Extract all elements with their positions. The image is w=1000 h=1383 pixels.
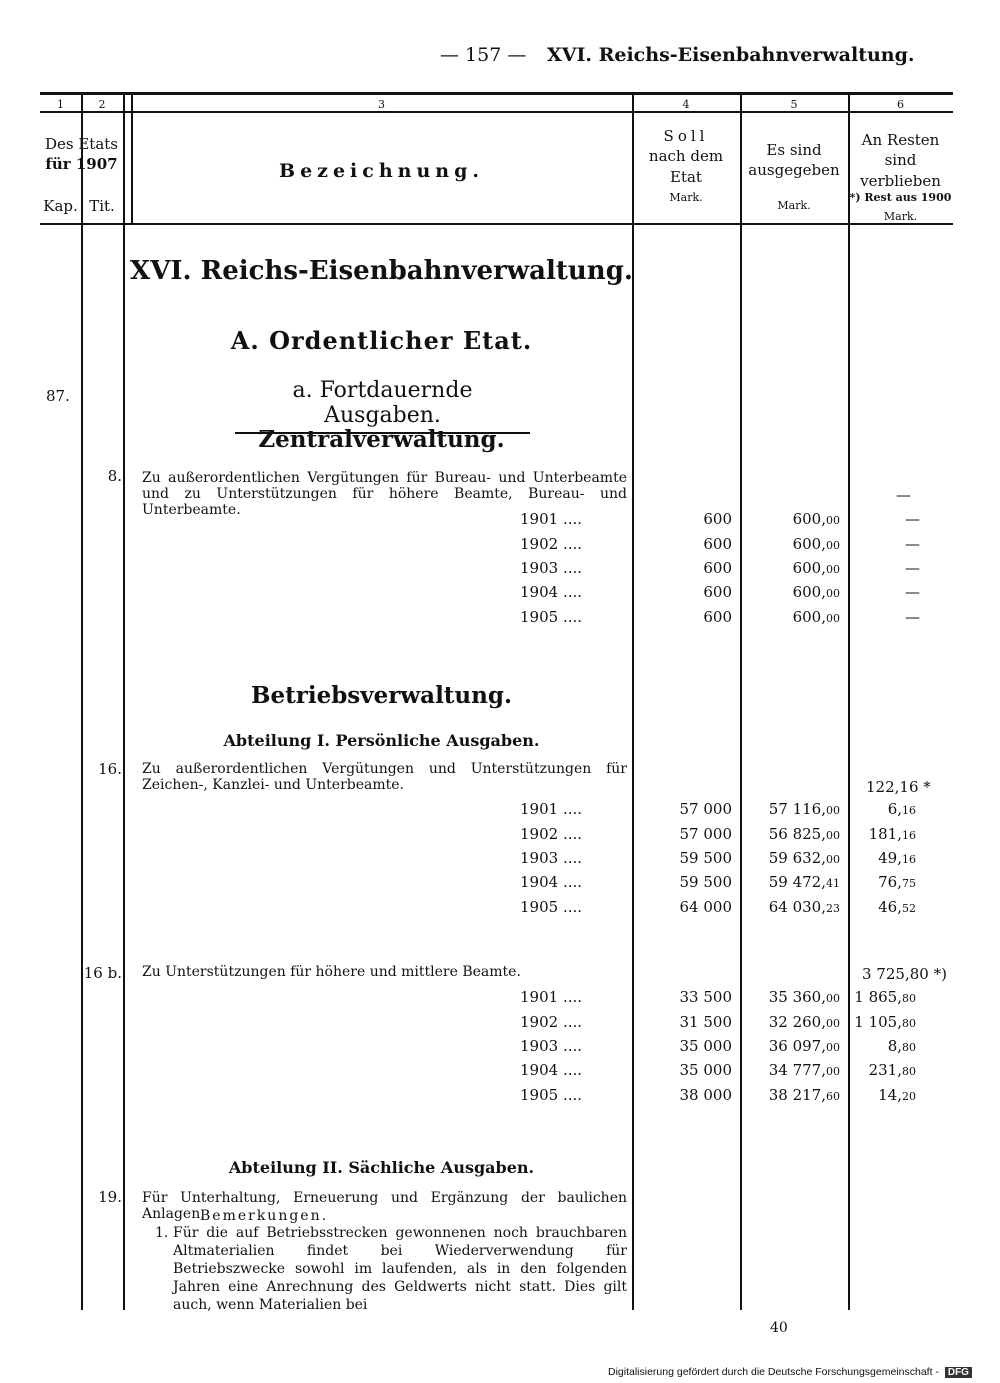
rest-cell bbox=[852, 1086, 916, 1104]
ausgegeben-value: 57 116, bbox=[768, 800, 826, 818]
sub-a-heading: a. Fortdauernde Ausgaben. bbox=[235, 378, 530, 434]
table-row bbox=[0, 873, 1000, 897]
rest-cents: 52 bbox=[902, 902, 916, 915]
table-row bbox=[0, 1037, 1000, 1061]
ausgegeben-value: 64 030, bbox=[768, 898, 826, 916]
rest-value: 76, bbox=[878, 873, 902, 891]
ausgegeben-cents: 00 bbox=[826, 587, 840, 600]
header-soll-line2: nach dem bbox=[648, 147, 724, 166]
soll-cell: 600 bbox=[703, 608, 732, 626]
year-cell: 1905 .... bbox=[520, 898, 583, 916]
ausgegeben-cell bbox=[744, 583, 840, 601]
ausgegeben-cents: 00 bbox=[826, 539, 840, 552]
table-row bbox=[0, 898, 1000, 922]
rest-cents: 16 bbox=[902, 829, 916, 842]
ausgegeben-value: 600, bbox=[792, 583, 826, 601]
soll-cell: 59 500 bbox=[679, 873, 732, 891]
betrieb-heading: Betriebsverwaltung. bbox=[251, 682, 512, 709]
page-running-title: XVI. Reichs-Eisenbahnverwaltung. bbox=[546, 44, 915, 66]
soll-cell: 600 bbox=[703, 535, 732, 553]
soll-cell: 31 500 bbox=[679, 1013, 732, 1031]
table-row bbox=[0, 825, 1000, 849]
rest-cents: 75 bbox=[902, 877, 916, 890]
column-number-1: 1 bbox=[57, 98, 64, 111]
rest-cell: — bbox=[905, 535, 920, 553]
ausgegeben-cents: 23 bbox=[826, 902, 840, 915]
remarks-label: Bemerkungen. bbox=[200, 1208, 329, 1224]
rest-header: 3 725,80 *) bbox=[862, 965, 947, 983]
year-cell: 1903 .... bbox=[520, 559, 583, 577]
rest-cell: — bbox=[905, 583, 920, 601]
ausgegeben-value: 38 217, bbox=[768, 1086, 826, 1104]
table-row bbox=[0, 1086, 1000, 1110]
digitization-notice bbox=[608, 1366, 972, 1378]
soll-cell: 57 000 bbox=[679, 800, 732, 818]
header-resten-line1: An Resten bbox=[861, 131, 940, 149]
kapitel-number: 87. bbox=[46, 387, 70, 405]
table-row bbox=[0, 510, 1000, 534]
header-kap: Kap. bbox=[43, 197, 78, 215]
rest-cents: 80 bbox=[902, 1065, 916, 1078]
column-number-3: 3 bbox=[378, 98, 385, 111]
ausgegeben-cents: 60 bbox=[826, 1090, 840, 1103]
soll-cell: 35 000 bbox=[679, 1037, 732, 1055]
ausgegeben-value: 56 825, bbox=[768, 825, 826, 843]
ausgegeben-cell bbox=[744, 800, 840, 818]
rest-cell bbox=[852, 898, 916, 916]
year-cell: 1904 .... bbox=[520, 583, 583, 601]
titel-description: Zu Unterstützungen für höhere und mittlere Beamte. bbox=[142, 964, 521, 980]
abteilung-2-heading: Abteilung II. Sächliche Ausgaben. bbox=[228, 1158, 535, 1177]
abteilung-1-heading: Abteilung I. Persönliche Ausgaben. bbox=[223, 731, 540, 750]
ausgegeben-cell bbox=[744, 873, 840, 891]
soll-cell: 600 bbox=[703, 583, 732, 601]
rest-value: 231, bbox=[868, 1061, 902, 1079]
titel-number: 16. bbox=[98, 760, 122, 778]
soll-cell: 600 bbox=[703, 510, 732, 528]
column-number-4: 4 bbox=[682, 98, 690, 111]
soll-cell: 64 000 bbox=[679, 898, 732, 916]
table-row bbox=[0, 608, 1000, 632]
ausgegeben-value: 600, bbox=[792, 559, 826, 577]
header-etats-line1: Des Etats bbox=[44, 135, 118, 153]
year-cell: 1904 .... bbox=[520, 1061, 583, 1079]
header-resten-unit: Mark. bbox=[883, 209, 918, 223]
rest-cell: — bbox=[905, 510, 920, 528]
rest-cell: — bbox=[905, 608, 920, 626]
rest-cell bbox=[852, 1061, 916, 1079]
table-row bbox=[0, 988, 1000, 1012]
table-row bbox=[0, 583, 1000, 607]
column-divider-5 bbox=[740, 95, 742, 1310]
ausgegeben-cents: 00 bbox=[826, 853, 840, 866]
rest-cell bbox=[852, 800, 916, 818]
ausgegeben-value: 600, bbox=[792, 510, 826, 528]
header-soll-unit: Mark. bbox=[669, 190, 703, 204]
ausgegeben-value: 59 632, bbox=[768, 849, 826, 867]
rest-cents: 80 bbox=[902, 992, 916, 1005]
header-ausgegeben-unit: Mark. bbox=[777, 198, 811, 212]
ausgegeben-cents: 00 bbox=[826, 1017, 840, 1030]
rest-value: 1 865, bbox=[854, 988, 902, 1006]
ausgegeben-cents: 00 bbox=[826, 612, 840, 625]
ausgegeben-value: 35 360, bbox=[768, 988, 826, 1006]
part-a-heading: A. Ordentlicher Etat. bbox=[230, 326, 533, 355]
year-cell: 1905 .... bbox=[520, 1086, 583, 1104]
ausgegeben-cell bbox=[744, 510, 840, 528]
rest-cents: 16 bbox=[902, 853, 916, 866]
table-top-rule bbox=[40, 92, 953, 95]
year-cell: 1904 .... bbox=[520, 873, 583, 891]
zentral-heading: Zentralverwaltung. bbox=[258, 426, 505, 453]
year-cell: 1905 .... bbox=[520, 608, 583, 626]
ausgegeben-value: 59 472, bbox=[768, 873, 826, 891]
soll-cell: 59 500 bbox=[679, 849, 732, 867]
table-row bbox=[0, 1013, 1000, 1037]
rest-value: 181, bbox=[868, 825, 902, 843]
year-cell: 1902 .... bbox=[520, 1013, 583, 1031]
header-bezeichnung: Bezeichnung. bbox=[279, 160, 484, 182]
header-soll-line3: Etat bbox=[670, 167, 702, 186]
rest-value: 49, bbox=[878, 849, 902, 867]
remark-1 bbox=[155, 1224, 627, 1314]
ausgegeben-cents: 00 bbox=[826, 992, 840, 1005]
titel-description: Zu außerordentlichen Vergütungen und Unterstützungen für Zeichen-, Kanzlei- und Unterbeamte. bbox=[142, 761, 627, 793]
ausgegeben-value: 36 097, bbox=[768, 1037, 826, 1055]
table-row bbox=[0, 800, 1000, 824]
year-cell: 1901 .... bbox=[520, 510, 583, 528]
ausgegeben-cell bbox=[744, 825, 840, 843]
rest-cell bbox=[852, 849, 916, 867]
soll-cell: 33 500 bbox=[679, 988, 732, 1006]
rest-cents: 80 bbox=[902, 1017, 916, 1030]
ausgegeben-cents: 00 bbox=[826, 1065, 840, 1078]
ausgegeben-cents: 00 bbox=[826, 563, 840, 576]
ausgegeben-value: 600, bbox=[792, 608, 826, 626]
soll-cell: 600 bbox=[703, 559, 732, 577]
ausgegeben-cell bbox=[744, 535, 840, 553]
column-number-rule bbox=[40, 111, 953, 113]
table-row bbox=[0, 1061, 1000, 1085]
soll-cell: 35 000 bbox=[679, 1061, 732, 1079]
ausgegeben-cents: 00 bbox=[826, 514, 840, 527]
column-divider-1 bbox=[81, 95, 83, 1310]
column-number-2: 2 bbox=[98, 98, 106, 111]
header-resten bbox=[848, 130, 953, 224]
header-bottom-rule bbox=[40, 223, 953, 225]
header-tit: Tit. bbox=[89, 197, 115, 215]
ausgegeben-cell bbox=[744, 1086, 840, 1104]
ausgegeben-cell bbox=[744, 559, 840, 577]
ausgegeben-cell bbox=[744, 849, 840, 867]
rest-header: — bbox=[896, 486, 911, 504]
dfg-logo: DFG bbox=[945, 1367, 972, 1378]
header-etats bbox=[40, 134, 123, 175]
column-number-6: 6 bbox=[897, 98, 904, 111]
remark-1-number: 1. bbox=[155, 1225, 169, 1241]
titel-number: 19. bbox=[98, 1188, 122, 1206]
section-heading: XVI. Reichs-Eisenbahnverwaltung. bbox=[130, 256, 633, 286]
rest-cell bbox=[852, 825, 916, 843]
titel-number: 8. bbox=[107, 467, 122, 485]
header-resten-line2: sind verblieben bbox=[860, 151, 941, 190]
page-header bbox=[440, 44, 960, 66]
ausgegeben-cell bbox=[744, 1013, 840, 1031]
ausgegeben-cell bbox=[744, 988, 840, 1006]
ausgegeben-value: 34 777, bbox=[768, 1061, 826, 1079]
sheet-number: 40 bbox=[770, 1320, 788, 1336]
rest-value: 1 105, bbox=[854, 1013, 902, 1031]
header-soll-line1: Soll bbox=[663, 127, 709, 145]
page-number: — 157 — bbox=[440, 44, 527, 66]
soll-cell: 57 000 bbox=[679, 825, 732, 843]
rest-cents: 16 bbox=[902, 804, 916, 817]
header-ausgegeben-line2: ausgegeben bbox=[748, 161, 840, 180]
ausgegeben-cents: 00 bbox=[826, 804, 840, 817]
header-resten-note: *) Rest aus 1900 bbox=[849, 190, 952, 204]
ausgegeben-cell bbox=[744, 608, 840, 626]
ausgegeben-cell bbox=[744, 898, 840, 916]
rest-header: 122,16 * bbox=[866, 778, 931, 796]
header-ausgegeben-line1: Es sind bbox=[766, 141, 822, 159]
year-cell: 1903 .... bbox=[520, 1037, 583, 1055]
rest-cell bbox=[852, 873, 916, 891]
titel-description: Zu außerordentlichen Vergütungen für Bureau- und Unterbeamte und zu Unterstützungen für höhere Beamte, Bureau- und Unterbeamte. bbox=[142, 470, 627, 518]
digitization-text: Digitalisierung gefördert durch die Deutsche Forschungsgemeinschaft - bbox=[608, 1366, 939, 1378]
rest-cents: 20 bbox=[902, 1090, 916, 1103]
titel-description: Für Unterhaltung, Erneuerung und Ergänzung der baulichen Anlagen. bbox=[142, 1190, 627, 1222]
header-ausgegeben bbox=[740, 140, 848, 213]
year-cell: 1903 .... bbox=[520, 849, 583, 867]
rest-value: 8, bbox=[887, 1037, 902, 1055]
column-number-5: 5 bbox=[790, 98, 798, 111]
rest-cell: — bbox=[905, 559, 920, 577]
remark-1-text: Für die auf Betriebsstrecken gewonnenen noch brauchbaren Altmaterialien findet bei Wiederverwendung für Betriebszwecke sowohl im laufenden, als in den folgenden Jahren eine Anrechnung des Geldwerts nicht statt. Dies gilt auch, wenn Materialien bei bbox=[173, 1225, 627, 1313]
soll-cell: 38 000 bbox=[679, 1086, 732, 1104]
table-row bbox=[0, 535, 1000, 559]
ausgegeben-value: 600, bbox=[792, 535, 826, 553]
column-divider-6 bbox=[848, 95, 850, 1310]
titel-number: 16 b. bbox=[83, 964, 122, 982]
rest-cell bbox=[852, 1013, 916, 1031]
rest-value: 46, bbox=[878, 898, 902, 916]
column-divider-2 bbox=[123, 95, 125, 1310]
rest-cell bbox=[852, 988, 916, 1006]
year-cell: 1902 .... bbox=[520, 535, 583, 553]
year-cell: 1901 .... bbox=[520, 988, 583, 1006]
ausgegeben-cell bbox=[744, 1037, 840, 1055]
year-cell: 1902 .... bbox=[520, 825, 583, 843]
header-etats-line2: für 1907 bbox=[45, 155, 118, 174]
ausgegeben-cents: 41 bbox=[826, 877, 840, 890]
rest-value: 6, bbox=[887, 800, 902, 818]
rest-value: 14, bbox=[878, 1086, 902, 1104]
ausgegeben-value: 32 260, bbox=[768, 1013, 826, 1031]
table-row bbox=[0, 559, 1000, 583]
ausgegeben-cents: 00 bbox=[826, 1041, 840, 1054]
header-soll bbox=[632, 126, 740, 206]
rest-cents: 80 bbox=[902, 1041, 916, 1054]
year-cell: 1901 .... bbox=[520, 800, 583, 818]
ausgegeben-cell bbox=[744, 1061, 840, 1079]
table-row bbox=[0, 849, 1000, 873]
ausgegeben-cents: 00 bbox=[826, 829, 840, 842]
rest-cell bbox=[852, 1037, 916, 1055]
